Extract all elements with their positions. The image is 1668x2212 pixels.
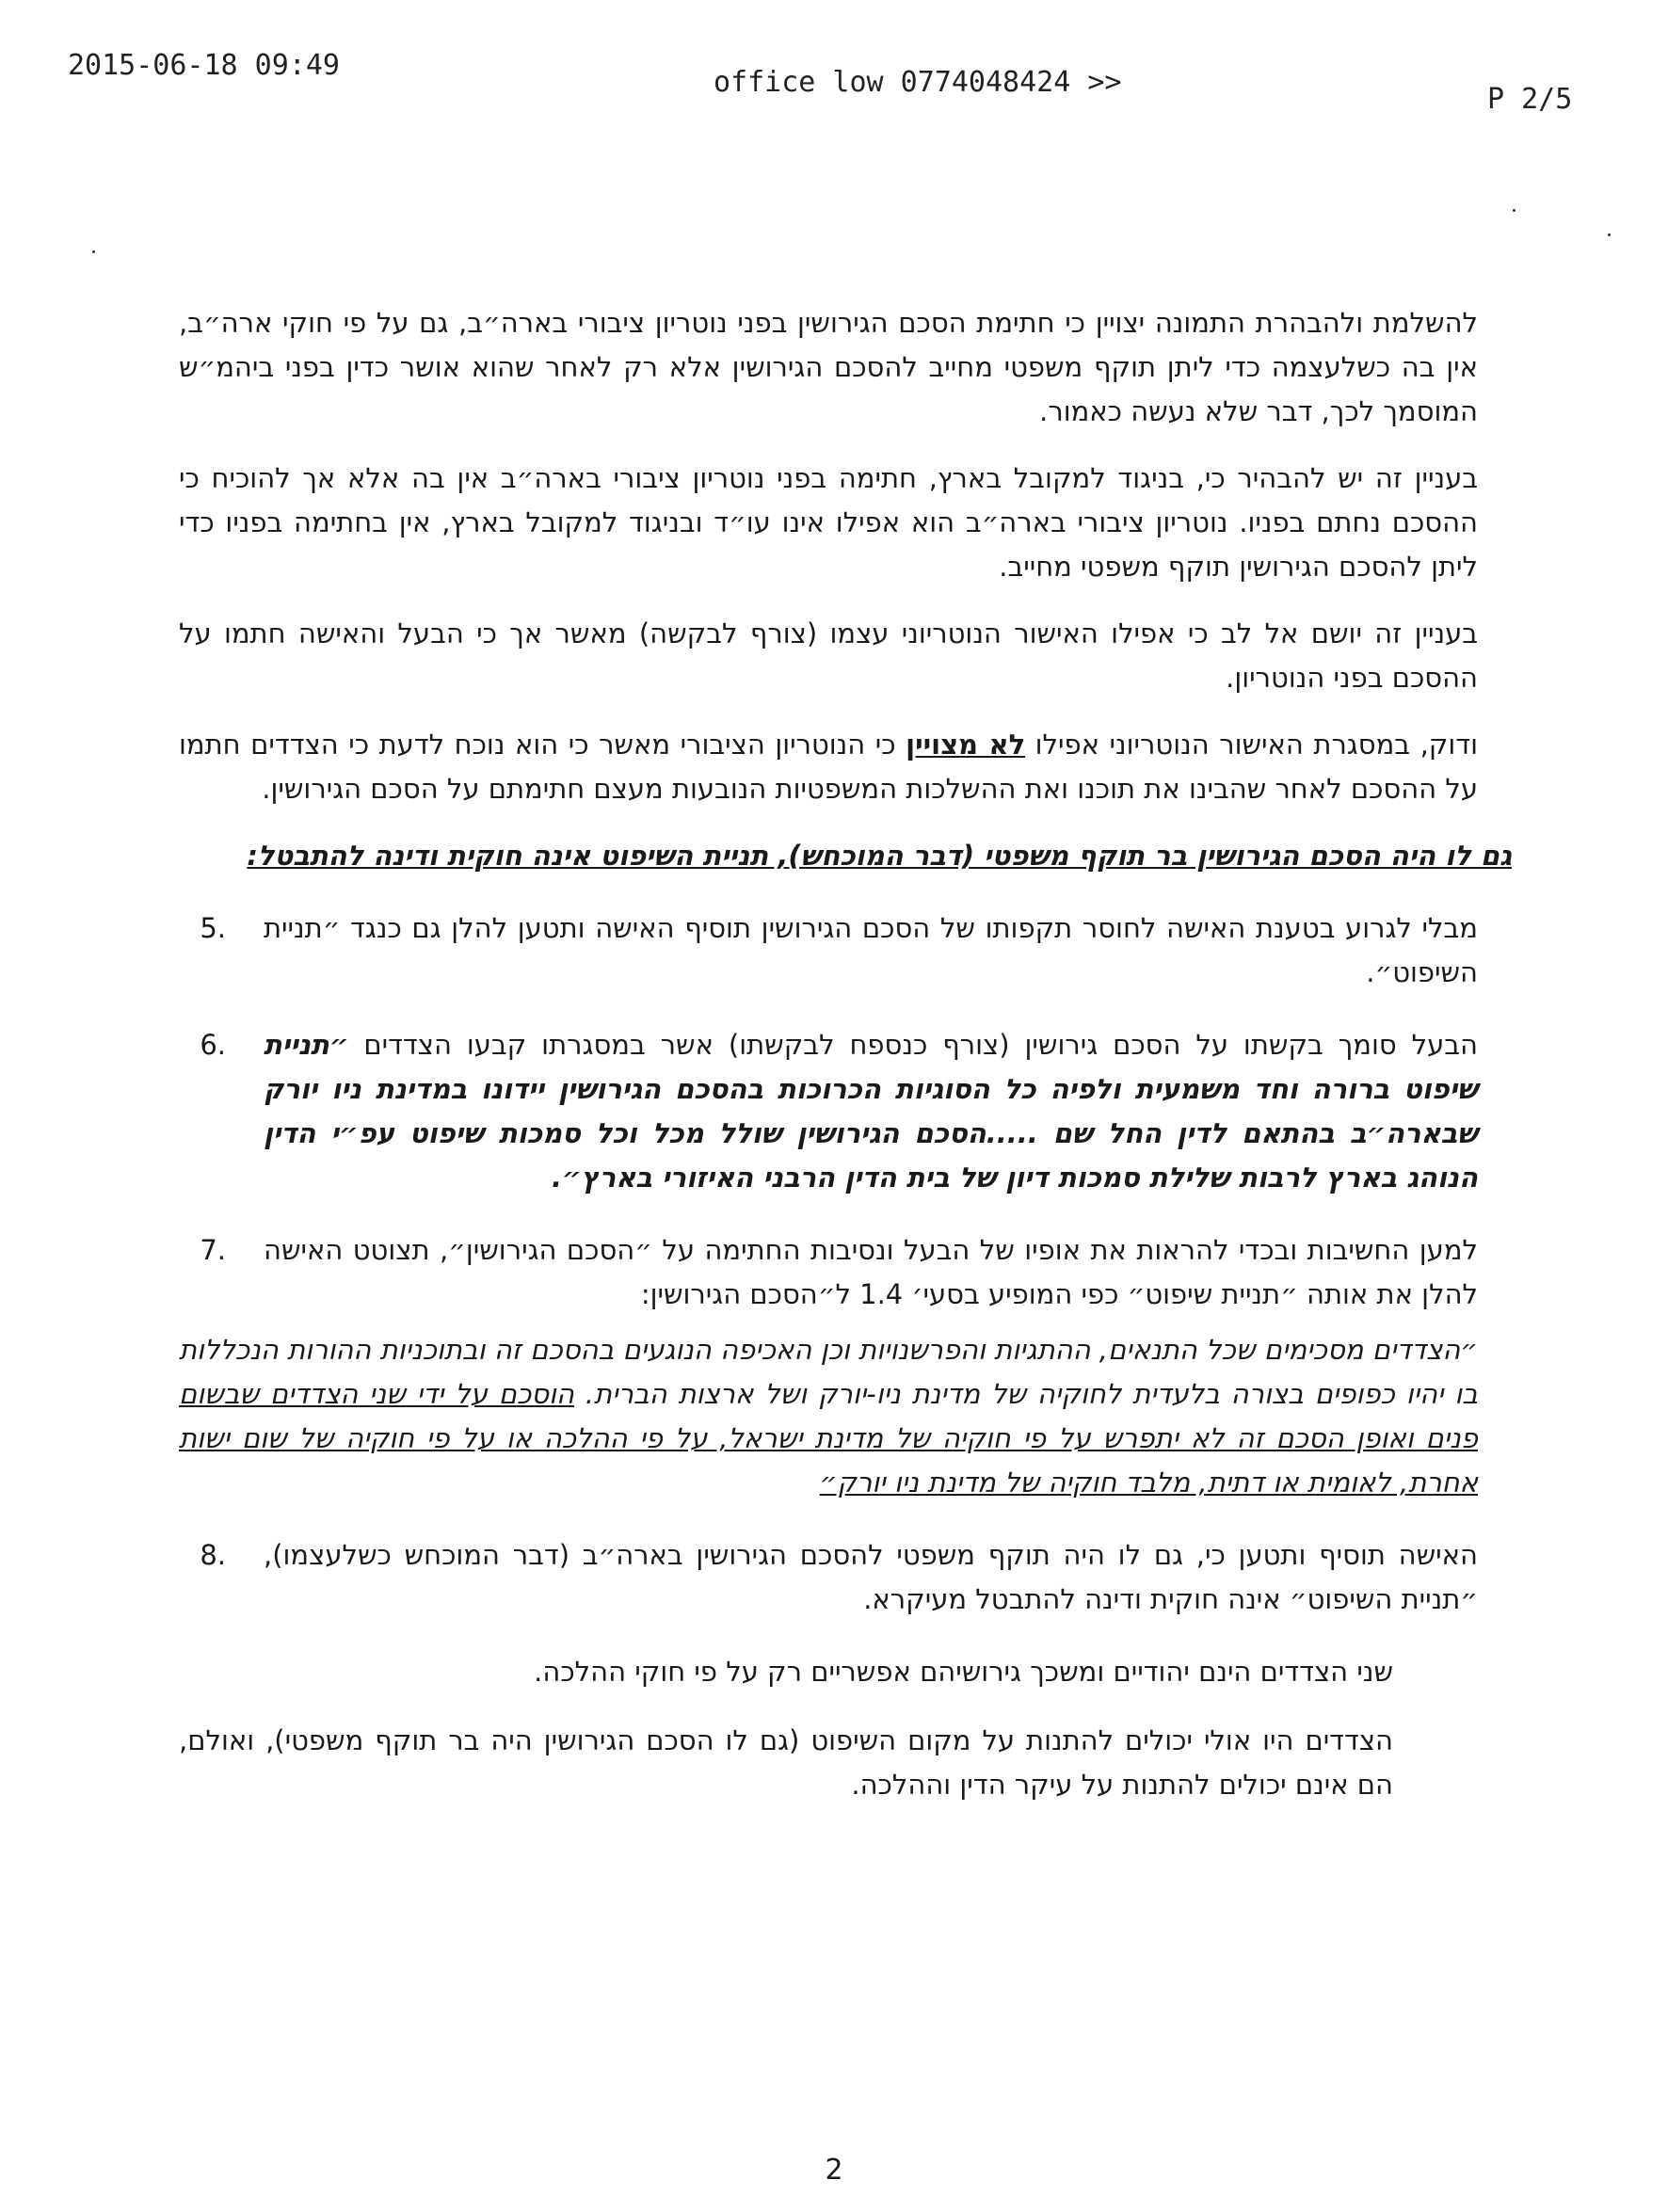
item-7-number: .7 — [200, 1234, 226, 1266]
item-8-text: האישה תוסיף ותטען כי, גם לו היה תוקף משפטי להסכם הגירושין בארה״ב (דבר המוכחש כשלעצמו), ״תניית השיפוט״ אינה חוקית ודינה להתבטל מעיקרא. — [264, 1539, 1478, 1615]
list-item-5 — [179, 906, 1478, 995]
emphasis-not-stated: לא מצויין — [906, 729, 1026, 761]
scan-speck — [1608, 233, 1611, 236]
list-item-8 — [179, 1533, 1478, 1622]
section-heading: גם לו היה הסכם הגירושין בר תוקף משפטי (דבר המוכחש), תניית השיפוט אינה חוקית ודינה להתבטל: — [247, 840, 1512, 872]
item-6-number: .6 — [200, 1029, 226, 1061]
page-number: 2 — [825, 2154, 843, 2187]
jurisdiction-clause-underlined: הוסכם על ידי שני הצדדים שבשום פנים ואופן הסכם זה לא יתפרש על פי חוקיה של מדינת ישראל, על פי ההלכה או על פי חוקיה של שום ישות אחרת, לאומית או דתית, מלבד חוקיה של מדינת ניו יורק״ — [179, 1378, 1478, 1499]
paragraph-notary-completion: להשלמת ולהבהרת התמונה יצויין כי חתימת הסכם הגירושין בפני נוטריון ציבורי בארה״ב, גם על פי חוקי ארה״ב, אין בה כשלעצמה כדי ליתן תוקף משפטי מחייב להסכם הגירושין אלא רק לאחר שהוא אושר כדין בפני ביהמ״ש המוסמך לכך, דבר שלא נעשה כאמור. — [179, 307, 1478, 427]
item-5-number: .5 — [200, 912, 226, 944]
scan-speck — [1513, 209, 1516, 212]
jurisdiction-clause-quote: ״הצדדים מסכימים שכל התנאים, ההתגיות והפרשנויות וכן האכיפה הנוגעים בהסכם זה ובתוכניות ההורות הנכללות בו יהיו כפופים בצורה בלעדית לחוקיה של מדינת ניו-יורק ושל ארצות הברית. הוסכם על ידי שני הצדדים שבשום פנים ואופן הסכם זה לא יתפרש על פי חוקיה של מדינת ישראל, על פי ההלכה או על פי חוקיה של שום ישות אחרת, לאומית או דתית, מלבד חוקיה של מדינת ניו יורק״ — [179, 1334, 1479, 1499]
paragraph-notary-usa: בעניין זה יש להבהיר כי, בניגוד למקובל בארץ, חתימה בפני נוטריון ציבורי בארה״ב אין בה אלא אך להוכיח כי ההסכם נחתם בפניו. נוטריון ציבורי בארה״ב הוא אפילו אינו עו״ד ובניגוד למקובל בארץ, אין בחתימה בפניו כדי ליתן להסכם הגירושין תוקף משפטי מחייב. — [179, 462, 1478, 583]
scan-speck — [92, 250, 95, 253]
item-8-paragraph-halacha: הצדדים היו אולי יכולים להתנות על מקום השיפוט (גם לו הסכם הגירושין היה בר תוקף משפטי), ואולם, הם אינם יכולים להתנות על עיקר הדין וההלכה. — [179, 1724, 1393, 1801]
paragraph-notary-not-stated: ודוק, במסגרת האישור הנוטריוני אפילו לא מצויין כי הנוטריון הציבורי מאשר כי הוא נוכח לדעת כי הצדדים חתמו על ההסכם לאחר שהבינו את תוכנו ואת ההשלכות המשפטיות הנובעות מעצם חתימתם על הסכם הגירושין. — [179, 729, 1479, 805]
fax-datetime: 2015-06-18 09:49 — [68, 49, 340, 82]
item-5-text: מבלי לגרוע בטענת האישה לחוסר תקפותו של הסכם הגירושין תוסיף האישה ותטען להלן גם כנגד ״תניית השיפוט״. — [264, 912, 1478, 988]
document-body — [179, 301, 1512, 1832]
paragraph-notary-approval: בעניין זה יושם אל לב כי אפילו האישור הנוטריוני עצמו (צורף לבקשה) מאשר אך כי הבעל והאישה חתמו על ההסכם בפני הנוטריון. — [179, 617, 1478, 694]
item-6-text: הבעל סומך בקשתו על הסכם גירושין (צורף כנספח לבקשתו) אשר במסגרתו קבעו הצדדים ״תניית שיפוט ברורה וחד משמעית ולפיה כל הסוגיות הכרוכות בהסכם הגירושין יידונו במדינת ניו יורק שבארה״ב בהתאם לדין החל שם .....הסכם הגירושין שולל מכל וכל סמכות שיפוט עפ״י הדין הנוהג בארץ לרבות שלילת סמכות דיון של בית הדין הרבני האיזורי בארץ״. — [264, 1029, 1478, 1194]
list-item-6 — [179, 1023, 1478, 1200]
fax-header — [0, 45, 1668, 116]
item-6-quote: ״תניית שיפוט ברורה וחד משמעית ולפיה כל הסוגיות הכרוכות בהסכם הגירושין יידונו במדינת ניו יורק שבארה״ב בהתאם לדין החל שם .....הסכם הגירושין שולל מכל וכל סמכות שיפוט עפ״י הדין הנוהג בארץ לרבות שלילת סמכות דיון של בית הדין הרבני האיזורי בארץ״. — [264, 1029, 1478, 1194]
fax-sender: office low 0774048424 >> — [714, 66, 1122, 99]
item-7-text: למען החשיבות ובכדי להראות את אופיו של הבעל ונסיבות החתימה על ״הסכם הגירושין״, תצוטט האישה להלן את אותה ״תניית שיפוט״ כפי המופיע בסעי׳ 1.4 ל״הסכם הגירושין: — [264, 1234, 1478, 1310]
item-8-paragraph-jewish: שני הצדדים הינם יהודיים ומשכך גירושיהם אפשריים רק על פי חוקי ההלכה. — [534, 1656, 1393, 1688]
item-8-number: .8 — [200, 1539, 226, 1571]
list-item-7 — [179, 1228, 1478, 1317]
fax-page-indicator: P 2/5 — [1487, 83, 1573, 116]
